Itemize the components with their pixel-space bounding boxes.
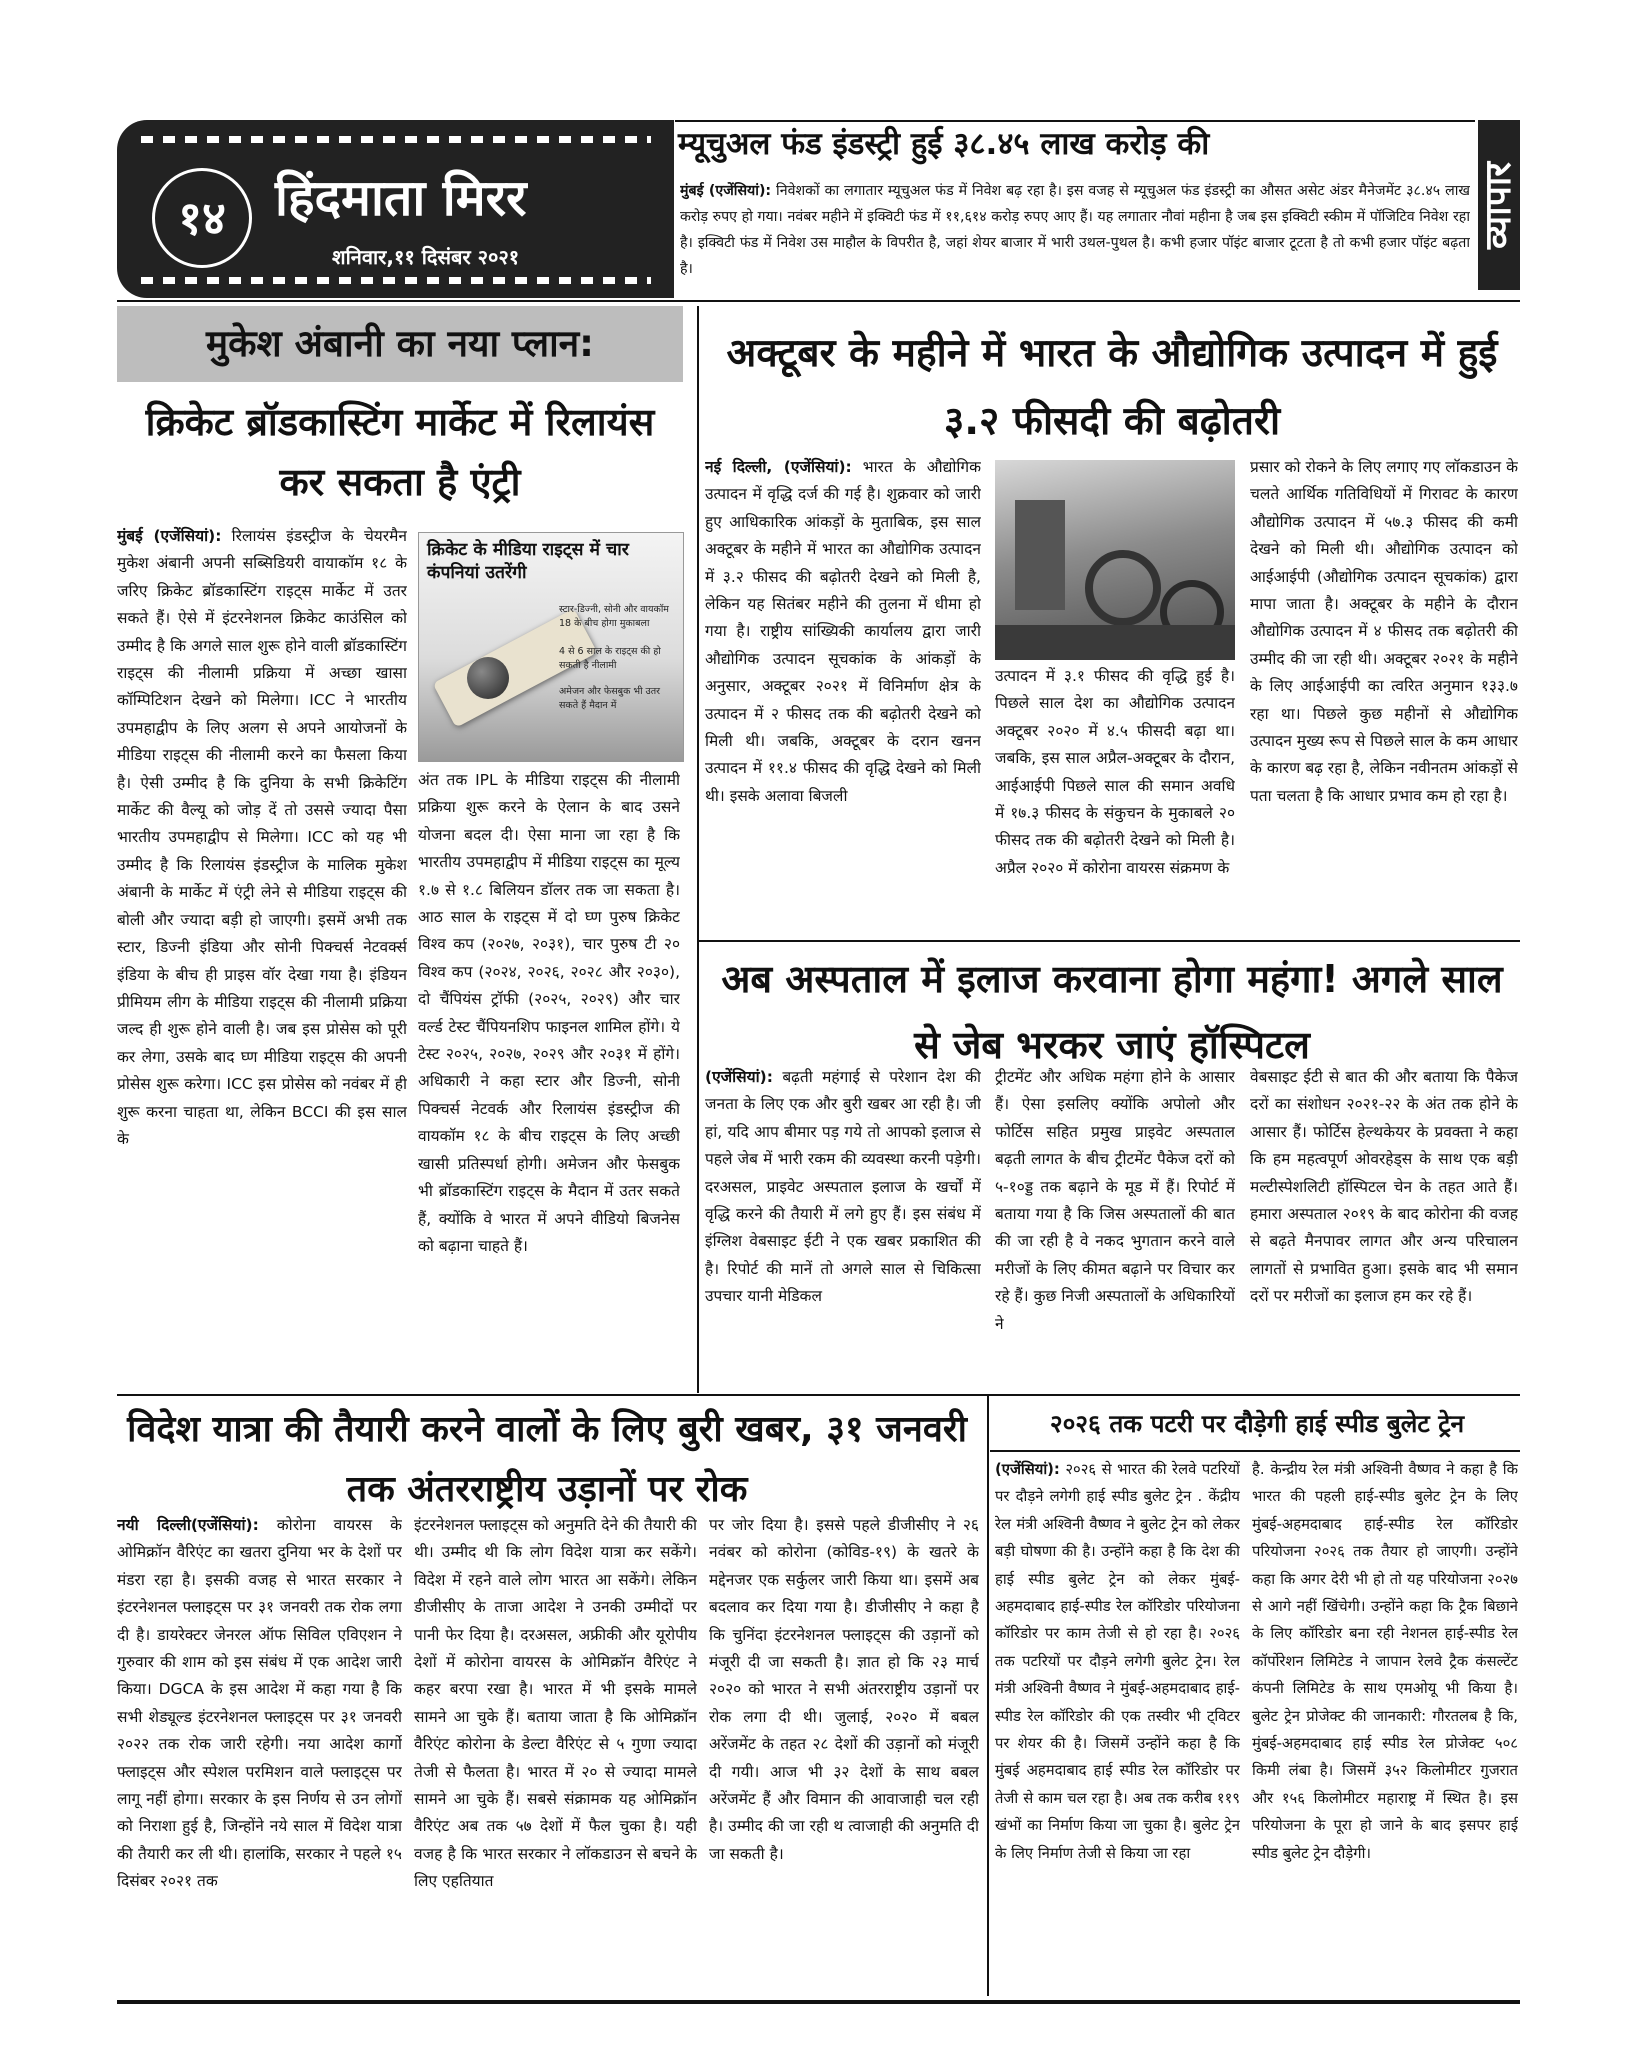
- ambani-kicker-box: [117, 306, 683, 382]
- ambani-col-1-text: रिलायंस इंडस्ट्रीज के चेयरमैन मुकेश अंबानी अपनी सब्सिडियरी वायाकॉम १८ के जरिए क्रिकेट ब्रॉडकास्टिंग राइट्स मार्केट में उतर सकते हैं। ऐसे में इंटरनेशनल क्रिकेट काउंसिल को उम्मीद है कि अगले साल शुरू होने वाली ब्रॉडकास्टिंग राइट्स की नीलामी प्रक्रिया में अच्छा खासा कॉम्पिटिशन देखने को मिलेगा। ICC ने भारतीय उपमहाद्वीप के लिए अलग से अपने आयोजनों के मीडिया राइट्स की नीलामी करने का फैसला किया है। ऐसी उम्मीद है कि दुनिया के सभी क्रिकेटिंग मार्केट की वैल्यू को जोड़ दें तो उससे ज्यादा पैसा भारतीय उपमहाद्वीप से मिलेगा। ICC को यह भी उम्मीद है कि रिलायंस इंडस्ट्रीज के मालिक मुकेश अंबानी के मार्केट में एंट्री लेने से मीडिया राइट्स की बोली और ज्यादा बड़ी हो जाएगी। इसमें अभी तक स्टार, डिज्नी इंडिया और सोनी पिक्चर्स नेटवर्क्स इंडिया के बीच ही प्राइस वॉर देखा गया है। इंडियन प्रीमियम लीग के मीडिया राइट्स की नीलामी प्रक्रिया जल्द ही शुरू होने वाली है। जब इस प्रोसेस को पूरी कर लेगा, उसके बाद घ्ण मीडिया राइट्स की अपनी प्रोसेस शुरू करेगा। ICC इस प्रोसेस को नवंबर में ही शुरू करना चाहता था, लेकिन BCCI की इस साल के: [117, 527, 407, 1148]
- travel-col-1: [117, 1512, 402, 1994]
- paper-name: हिंदमाता मिरर: [275, 169, 527, 227]
- column-rule-bottom: [987, 1394, 989, 1996]
- machine-shape: [1015, 500, 1065, 610]
- masthead-dash-top: [141, 136, 651, 143]
- cricket-image-notes: [559, 603, 677, 713]
- mf-body: [680, 178, 1470, 282]
- bullet-col-2: है. केन्द्रीय रेल मंत्री अश्विनी वैष्णव ने कहा है कि भारत की पहली हाई-स्पीड बुलेट ट्रेन के लिए मुंबई-अहमदाबाद हाई-स्पीड रेल कॉरिडोर परियोजना २०२६ तक तैयार हो जाएगी। उन्होंने कहा कि अगर देरी भी हो तो यह परियोजना २०२७ से आगे नहीं खिंचेगी। उन्होंने कहा कि ट्रैक बिछाने के लिए कॉरिडोर बना रही नेशनल हाई-स्पीड रेल कॉर्पोरेशन लिमिटेड ने जापान रेलवे ट्रैक कंसल्टेंट कंपनी लिमिटेड के साथ एमओयू भी किया है। बुलेट ट्रेन प्रोजेक्ट की जानकारी: गौरतलब है कि, मुंबई-अहमदाबाद हाई स्पीड रेल प्रोजेक्ट ५०८ किमी लंबा है। जिसमें ३५२ किलोमीटर गुजरात और १५६ किलोमीटर महाराष्ट्र में स्थित है। इस परियोजना के पूरा हो जाने के बाद इसपर हाई स्पीड बुलेट ट्रेन दौड़ेगी।: [1252, 1461, 1518, 1862]
- industrial-col-3: प्रसार को रोकने के लिए लगाए गए लॉकडाउन के चलते आर्थिक गतिविधियों में गिरावट के कारण औद्योगिक उत्पादन में ५७.३ फीसद की कमी देखने को मिली थी। औद्योगिक उत्पादन को आईआईपी (औद्योगिक उत्पादन सूचकांक) द्वारा मापा जाता है। अक्टूबर के महीने के दौरान औद्योगिक उत्पादन में ४ फीसद तक बढ़ोतरी की उम्मीद की जा रही थी। अक्टूबर २०२१ के महीने के लिए आईआईपी का त्वरित अनुमान १३३.७ रहा था। पिछले कुछ महीनों से औद्योगिक उत्पादन मुख्य रूप से पिछले साल के कम आधार के कारण बढ़ रहा है, लेकिन नवीनतम आंकड़ों से पता चलता है कि आधार प्रभाव कम हो रहा है।: [1250, 458, 1518, 805]
- middle-rule: [117, 1394, 1520, 1396]
- bullet-source: (एजेंसियां):: [995, 1461, 1060, 1478]
- industrial-bottom-rule: [698, 940, 1520, 942]
- industrial-headline: अक्टूबर के महीने में भारत के औद्योगिक उत्पादन में हुई ३.२ फीसदी की बढ़ोतरी: [726, 331, 1498, 444]
- page-number: १४: [152, 168, 252, 268]
- footer-rule: [117, 2000, 1520, 2004]
- hospital-col-3: वेबसाइट ईटी से बात की और बताया कि पैकेज दरों का संशोधन २०२१-२२ के अंत तक होने के आसार हैं। फोर्टिस हेल्थकेयर के प्रवक्ता ने कहा कि हम महत्वपूर्ण ओवरहेड्स के साथ एक बड़ी मल्टीस्पेशलिटी हॉस्पिटल चेन के तहत आते हैं। हमारा अस्पताल २०१९ के बाद कोरोना की वजह से बढ़ते मैनपावर लागत और अन्य परिचालन लागतों से प्रभावित हुआ। इसके बाद भी समान दरों पर मरीजों का इलाज हम कर रहे हैं।: [1250, 1068, 1518, 1306]
- hospital-col-1: [705, 1064, 981, 1386]
- bullet-headline-rule: [990, 1450, 1520, 1452]
- ambani-headline: क्रिकेट ब्रॉडकास्टिंग मार्केट में रिलायंस कर सकता है एंट्री: [145, 400, 655, 504]
- industrial-col-2: उत्पादन में ३.१ फीसद की वृद्धि हुई है। पिछले साल देश का औद्योगिक उत्पादन अक्टूबर २०२० में ४.५ फीसदी बढ़ा था। जबकि, इस साल अप्रैल-अक्टूबर के दौरान, आईआईपी पिछले साल की समान अवधि में १७.३ फीसद के संकुचन के मुकाबले २० फीसद तक की बढ़ोतरी देखने को मिली है। अप्रैल २०२० में कोरोना वायरस संक्रमण के: [995, 667, 1235, 877]
- ambani-source: मुंबई (एजेंसियां):: [117, 527, 222, 545]
- industrial-source: नई दिल्ली, (एजेंसियां):: [705, 458, 852, 476]
- travel-col-2: इंटरनेशनल फ्लाइट्स को अनुमति देने की तैयारी की थी। उम्मीद थी कि लोग विदेश यात्रा कर सकेंगे। विदेश में रहने वाले लोग भारत आ सकेंगे। लेकिन डीजीसीए के ताजा आदेश ने उनकी उम्मीदों पर पानी फेर दिया है। दरअसल, अफ्रीकी और यूरोपीय देशों में कोरोना वायरस के ओमिक्रॉन वैरिएंट ने कहर बरपा रखा है। भारत में भी इसके मामले सामने आ चुके हैं। बताया जाता है कि ओमिक्रॉन वैरिएंट कोरोना के डेल्टा वैरिएंट से ५ गुणा ज्यादा तेजी से फैलता है। भारत में २० से ज्यादा मामले सामने आ चुके हैं। सबसे संक्रामक यह ओमिक्रॉन वैरिएंट अब तक ५७ देशों में फैल चुका है। यही वजह है कि भारत सरकार ने लॉकडाउन से बचने के लिए एहतियात: [414, 1516, 697, 1891]
- mf-source: मुंबई (एजेंसियां):: [680, 183, 772, 199]
- cricket-ball-shape: [467, 657, 509, 699]
- image-note: अमेजन और फेसबुक भी उतर सकते हैं मैदान में: [559, 686, 661, 711]
- top-rule: [675, 120, 1475, 122]
- travel-source: नयी दिल्ली(एजेंसियां):: [117, 1516, 259, 1534]
- mf-headline: म्यूचुअल फंड इंडस्ट्री हुई ३८.४५ लाख करोड़ की: [678, 126, 1210, 162]
- floor-shape: [995, 625, 1235, 660]
- factory-photo: [995, 460, 1235, 660]
- travel-col-3: पर जोर दिया है। इससे पहले डीजीसीए ने २६ नवंबर को कोरोना (कोविड-१९) के खतरे के मद्देनजर एक सर्कुलर जारी किया था। इसमें अब बदलाव कर दिया गया है। डीजीसीए ने कहा है कि चुनिंदा इंटरनेशनल फ्लाइट्स की उड़ानों को मंजूरी दी जा सकती है। ज्ञात हो कि २३ मार्च २०२० को भारत ने सभी अंतरराष्ट्रीय उड़ानों पर रोक लगा दी थी। जुलाई, २०२० में बबल अरेंजमेंट के तहत २८ देशों की उड़ानों को मंजूरी दी गयी। आज भी ३२ देशों के साथ बबल अरेंजमेंट हैं और विमान की आवाजाही चल रही है। उम्मीद की जा रही थ त्वाजाही की अनुमति दी जा सकती है।: [709, 1516, 979, 1863]
- image-note: 4 से 6 साल के राइट्स की हो सकती है नीलामी: [559, 646, 661, 671]
- gear-shape: [1085, 550, 1161, 626]
- ambani-kicker: मुकेश अंबानी का नया प्लान:: [206, 322, 594, 365]
- hospital-source: (एजेंसियां):: [705, 1068, 773, 1086]
- bullet-col-1-text: २०२६ से भारत की रेलवे पटरियों पर दौड़ने लगेगी हाई स्पीड बुलेट ट्रेन . केंद्रीय रेल मंत्री अश्विनी वैष्णव ने बुलेट ट्रेन को लेकर बड़ी घोषणा की है। उन्होंने कहा है कि देश की हाई स्पीड बुलेट ट्रेन को लेकर मुंबई-अहमदाबाद हाई-स्पीड रेल कॉरिडोर परियोजना कॉरिडोर पर काम तेजी से हो रहा है। २०२६ तक पटरियों पर दौड़ने लगेगी बुलेट ट्रेन। रेल मंत्री अश्विनी वैष्णव ने मुंबई-अहमदाबाद हाई-स्पीड रेल कॉरिडोर की एक तस्वीर भी ट्विटर पर शेयर की है। जिसमें उन्होंने कहा है कि मुंबई अहमदाबाद हाई स्पीड रेल कॉरिडोर पर तेजी से काम चल रहा है। अब तक करीब ११९ खंभों का निर्माण किया जा चुका है। बुलेट ट्रेन के लिए निर्माण तेजी से किया जा रहा: [995, 1461, 1240, 1862]
- column-rule-left: [697, 306, 699, 1393]
- section-label: व्यापार: [1478, 120, 1520, 290]
- ambani-col-2: अंत तक IPL के मीडिया राइट्स की नीलामी प्रक्रिया शुरू करने के ऐलान के बाद उसने योजना बदल दी। ऐसा माना जा रहा है कि भारतीय उपमहाद्वीप में मीडिया राइट्स का मूल्य १.७ से १.८ बिलियन डॉलर तक जा सकता है। आठ साल के राइट्स में दो घ्ण पुरुष क्रिकेट विश्व कप (२०२७, २०३१), चार पुरुष टी २० विश्व कप (२०२४, २०२६, २०२८ और २०३०), दो चैंपियंस ट्रॉफी (२०२५, २०२९) और चार वर्ल्ड टेस्ट चैंपियनशिप फाइनल शामिल होंगे। ये टेस्ट २०२५, २०२७, २०२९ और २०३१ में होंगे। अधिकारी ने कहा स्टार और डिज्नी, सोनी पिक्चर्स नेटवर्क और रिलायंस इंडस्ट्रीज की वायकॉम १८ के बीच राइट्स के लिए अच्छी खासी प्रतिस्पर्धा होगी। अमेजन और फेसबुक भी ब्रॉडकास्टिंग राइट्स के मैदान में उतर सकते हैं, क्योंकि वे भारत में अपने वीडियो बिजनेस को बढ़ाना चाहते हैं।: [418, 771, 680, 1255]
- image-note: स्टार-डिज्नी, सोनी और वायकॉम 18 के बीच होगा मुकाबला: [559, 604, 669, 629]
- masthead-dash-bottom: [141, 277, 651, 284]
- hospital-col-1-text: बढ़ती महंगाई से परेशान देश की जनता के लिए एक और बुरी खबर आ रही है। जी हां, यदि आप बीमार पड़ गये तो आपको इलाज से पहले जेब में भारी रकम की व्यवस्था करनी पड़ेगी। दरअसल, प्राइवेट अस्पताल इलाज के खर्चों में वृद्धि करने की तैयारी में लगे हुए हैं। इस संबंध में इंग्लिश वेबसाइट ईटी ने एक खबर प्रकाशित की है। रिपोर्ट की मानें तो अगले साल से चिकित्सा उपचार यानी मेडिकल: [705, 1068, 981, 1306]
- travel-headline: विदेश यात्रा की तैयारी करने वालों के लिए बुरी खबर, ३१ जनवरी तक अंतरराष्ट्रीय उड़ानों पर रोक: [127, 1409, 967, 1510]
- cricket-image-title: क्रिकेट के मीडिया राइट्स में चार कंपनियां उतरेंगी: [427, 540, 629, 583]
- bullet-headline: २०२६ तक पटरी पर दौड़ेगी हाई स्पीड बुलेट ट्रेन: [1049, 1409, 1465, 1438]
- mf-body-text: निवेशकों का लगातार म्यूचुअल फंड में निवेश बढ़ रहा है। इस वजह से म्यूचुअल फंड इंडस्ट्री का औसत असेट अंडर मैनेजमेंट ३८.४५ लाख करोड़ रुपए हो गया। नवंबर महीने में इक्विटी फंड में ११,६१४ करोड़ रुपए आए हैं। यह लगातार नौवां महीना है जब इस इक्विटी स्कीम में पॉजिटिव निवेश रहा है। इक्विटी फंड में निवेश उस माहौल के विपरीत है, जहां शेयर बाजार में भारी उथल-पुथल है। कभी हजार पॉइंट बाजार टूटता है तो कभी हजार पॉइंट बढ़ता है।: [680, 183, 1470, 277]
- top-section-rule: [117, 300, 1520, 302]
- industrial-col-1-text: भारत के औद्योगिक उत्पादन में वृद्धि दर्ज की गई है। शुक्रवार को जारी हुए आधिकारिक आंकड़ों के मुताबिक, इस साल अक्टूबर के महीने में भारत का औद्योगिक उत्पादन में ३.२ फीसद की बढ़ोतरी देखने को मिली है, लेकिन यह सितंबर महीने की तुलना में धीमा हो गया है। राष्ट्रीय सांख्यिकी कार्यालय द्वारा जारी औद्योगिक उत्पादन सूचकांक के आंकड़ों के अनुसार, अक्टूबर २०२१ में विनिर्माण क्षेत्र के उत्पादन में २ फीसद तक की बढ़ोतरी देखने को मिली थी। जबकि, अक्टूबर के दरान खनन उत्पादन में ११.४ फीसद की वृद्धि देखने को मिली थी। इसके अलावा बिजली: [705, 458, 981, 805]
- bullet-col-1: [995, 1456, 1240, 1994]
- industrial-col-1: [705, 454, 981, 934]
- paper-date: शनिवार,११ दिसंबर २०२१: [332, 245, 520, 269]
- hospital-col-2: ट्रीटमेंट और अधिक महंगा होने के आसार हैं। ऐसा इसलिए क्योंकि अपोलो और फोर्टिस सहित प्रमुख प्राइवेट अस्पताल बढ़ती लागत के बीच ट्रीटमेंट पैकेज दरों को ५-१०ड्ड तक बढ़ाने के मूड में हैं। रिपोर्ट में बताया गया है कि जिस अस्पतालों की बात की जा रही है वे नकद भुगतान करने वाले मरीजों के लिए कीमत बढ़ाने पर विचार कर रहे हैं। कुछ निजी अस्पतालों के अधिकारियों ने: [995, 1068, 1235, 1333]
- ambani-col-1: [117, 523, 407, 1387]
- masthead: [117, 120, 674, 298]
- travel-col-1-text: कोरोना वायरस के ओमिक्रॉन वैरिएंट का खतरा दुनिया भर के देशों पर मंडरा रहा है। इसकी वजह से भारत सरकार ने इंटरनेशनल फ्लाइट्स पर ३१ जनवरी तक रोक लगा दी है। डायरेक्टर जेनरल ऑफ सिविल एविएशन ने गुरुवार की शाम को इस संबंध में एक आदेश जारी किया। DGCA के इस आदेश में कहा गया है कि सभी शेड्यूल्ड इंटरनेशनल फ्लाइट्स पर ३१ जनवरी २०२२ तक रोक जारी रहेगी। नया आदेश कार्गो फ्लाइट्स और स्पेशल परमिशन वाले फ्लाइट्स पर लागू नहीं होगा। सरकार के इस निर्णय से उन लोगों को निराशा हुई है, जिन्होंने नये साल में विदेश यात्रा की तैयारी कर ली थी। हालांकि, सरकार ने पहले १५ दिसंबर २०२१ तक: [117, 1516, 402, 1891]
- cricket-image: [418, 532, 684, 762]
- hospital-headline: अब अस्पताल में इलाज करवाना होगा महंगा! अगले साल से जेब भरकर जाएं हॉस्पिटल: [721, 957, 1503, 1067]
